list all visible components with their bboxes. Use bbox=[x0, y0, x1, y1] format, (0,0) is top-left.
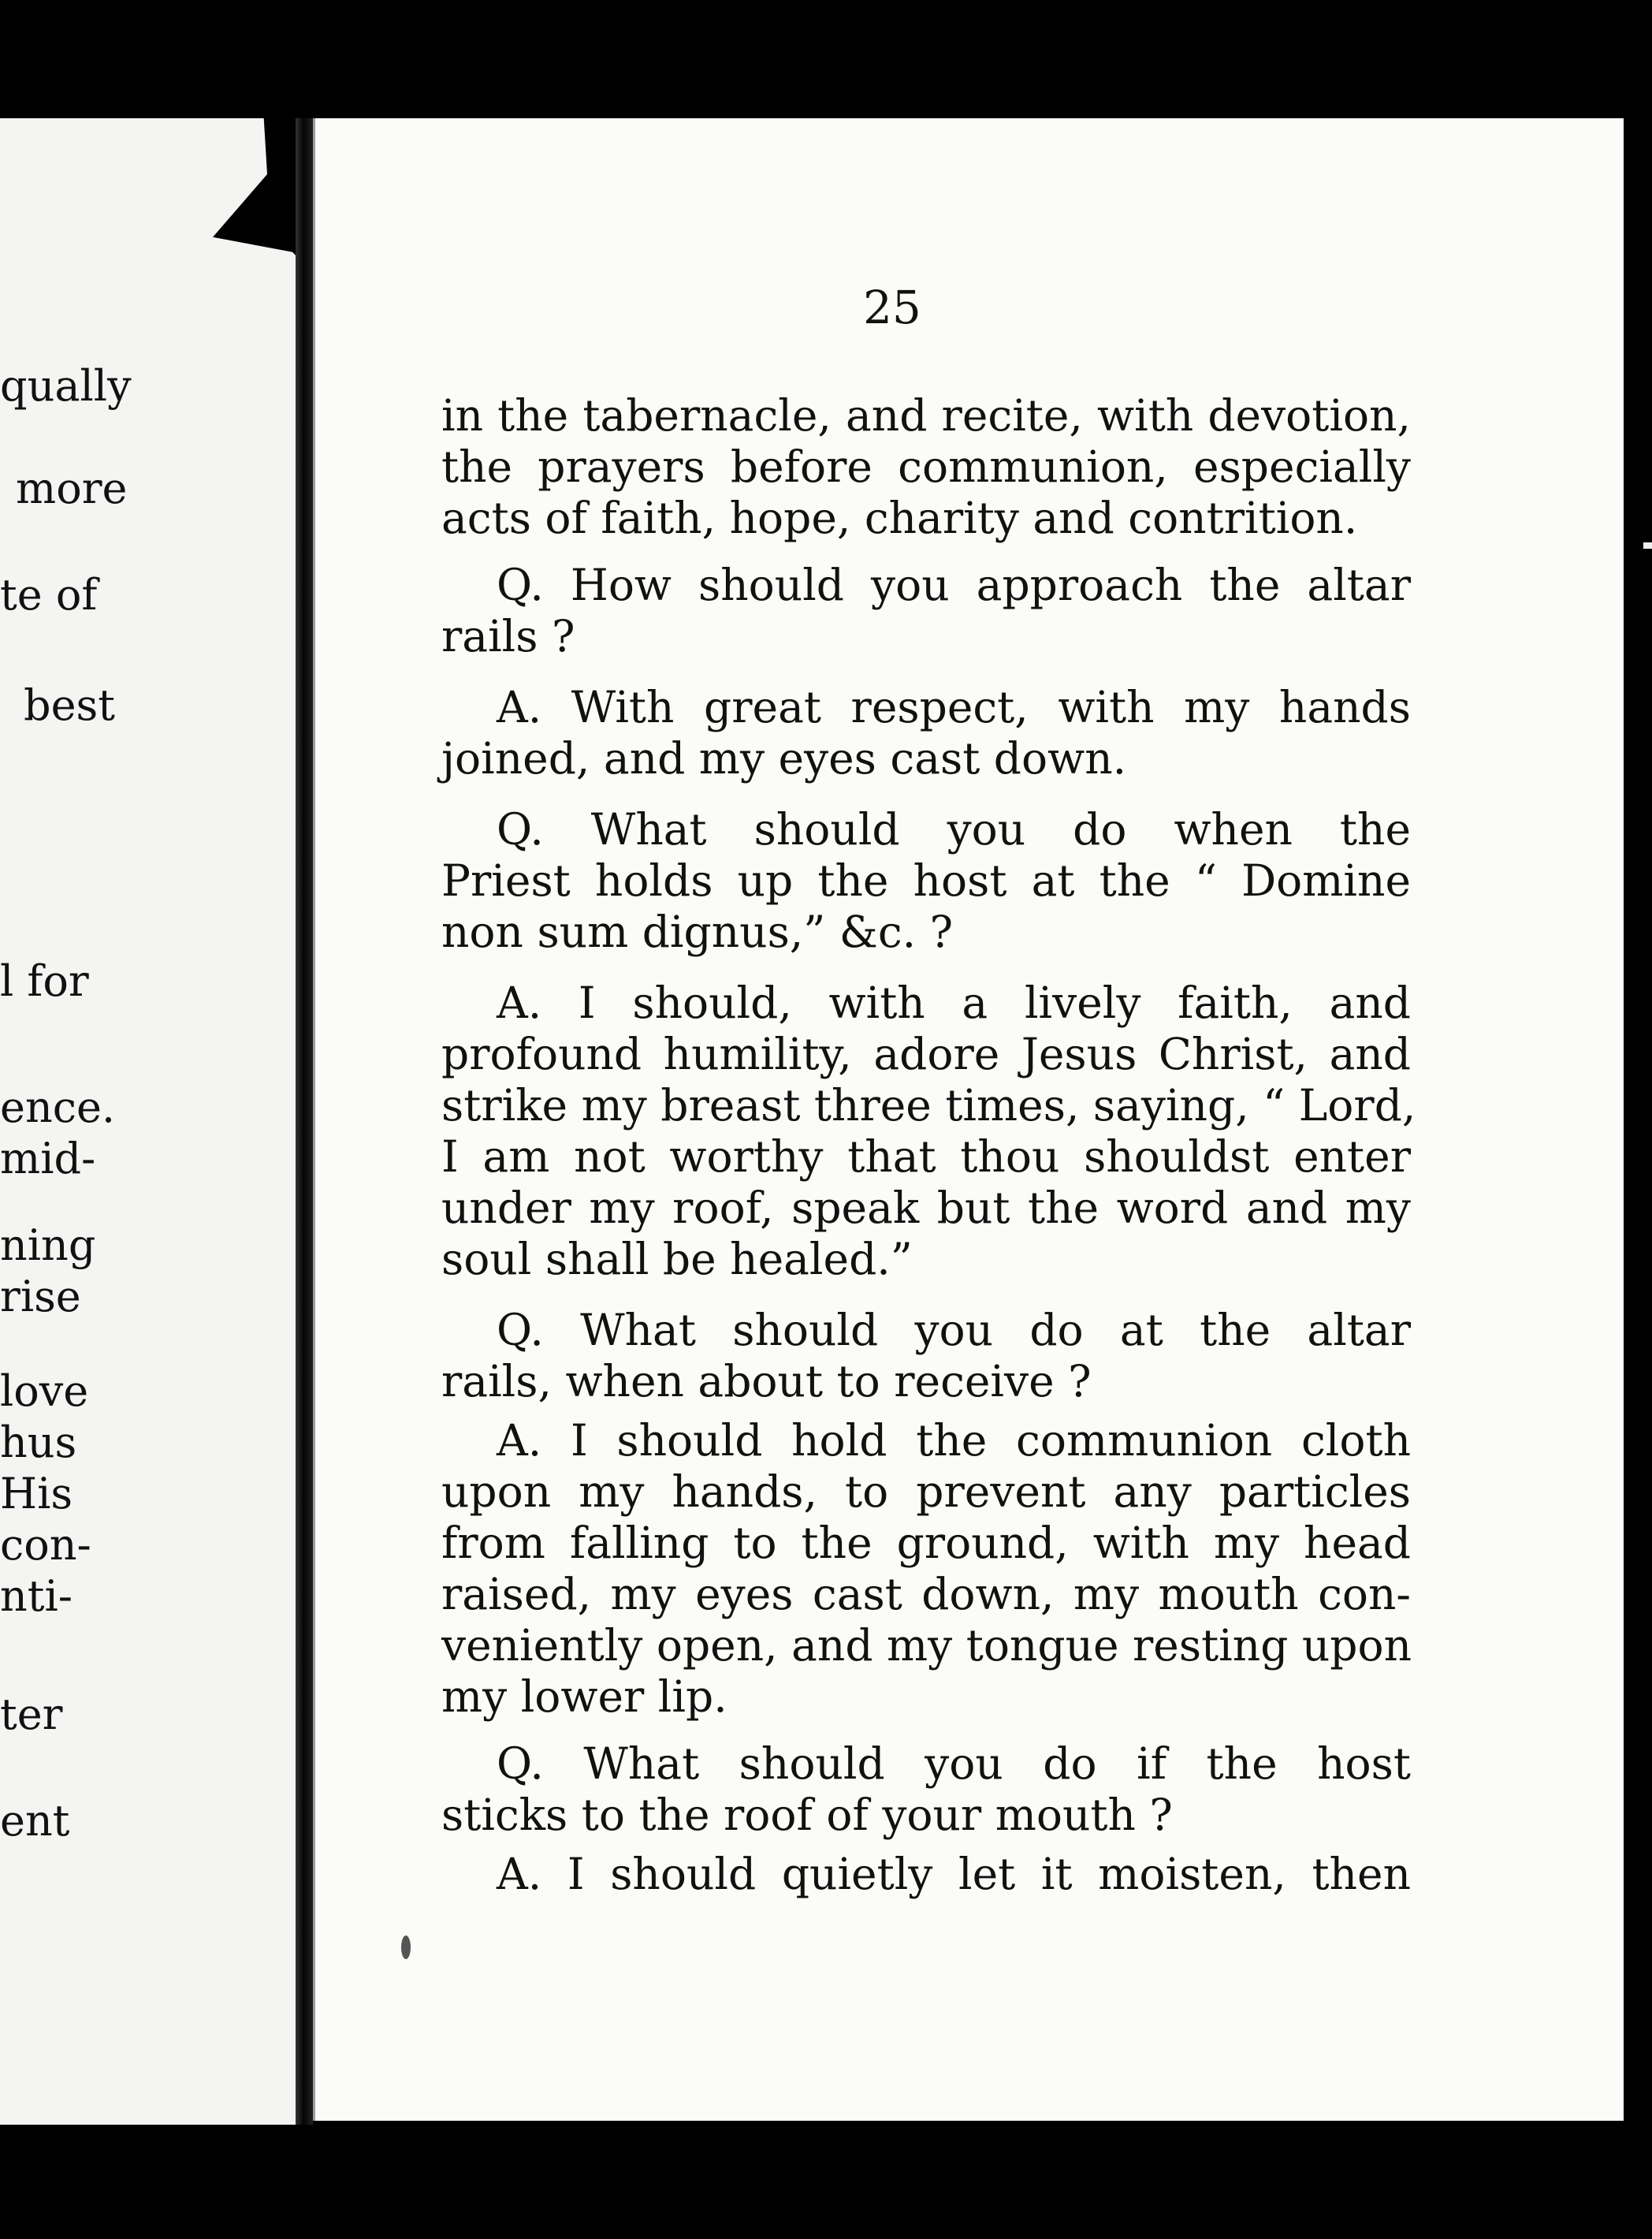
text-line: in the tabernacle, and recite, with devotion, bbox=[441, 390, 1411, 441]
book-gutter bbox=[296, 118, 313, 2125]
facing-page-fragment: ence. bbox=[0, 1082, 116, 1132]
question-line: Q. How should you approach the altar bbox=[497, 560, 1411, 610]
answer-line: soul shall be healed.” bbox=[441, 1234, 913, 1284]
answer-line: my lower lip. bbox=[441, 1671, 727, 1722]
facing-page-fragment: rise bbox=[0, 1272, 81, 1321]
facing-page-fragment: mid- bbox=[0, 1134, 96, 1183]
question-line: sticks to the roof of your mouth ? bbox=[441, 1790, 1173, 1840]
facing-page-fragment: ent bbox=[0, 1796, 70, 1846]
facing-page-fragment: His bbox=[0, 1469, 73, 1518]
question-line: Q. What should you do at the altar bbox=[497, 1305, 1411, 1355]
answer-line: raised, my eyes cast down, my mouth con- bbox=[441, 1569, 1411, 1619]
text-line: the prayers before communion, especially bbox=[441, 441, 1411, 492]
question-line: rails, when about to receive ? bbox=[441, 1356, 1092, 1406]
text-line: acts of faith, hope, charity and contrition. bbox=[441, 493, 1358, 543]
question-line: Priest holds up the host at the “ Domine bbox=[441, 855, 1411, 906]
facing-page-fragment: nti- bbox=[0, 1571, 73, 1621]
facing-page-fragment: te of bbox=[0, 570, 98, 620]
question-line: Q. What should you do when the bbox=[497, 804, 1411, 855]
question-line: Q. What should you do if the host bbox=[497, 1738, 1411, 1789]
facing-page-fragment: ter bbox=[0, 1689, 63, 1739]
answer-line: A. I should quietly let it moisten, then bbox=[497, 1849, 1411, 1899]
answer-line: A. I should hold the communion cloth bbox=[497, 1415, 1411, 1466]
page-number: 25 bbox=[863, 281, 921, 334]
facing-page-fragment: l for bbox=[0, 956, 89, 1006]
facing-page-fragment: con- bbox=[0, 1520, 91, 1570]
facing-page-fragment: best bbox=[24, 680, 115, 730]
facing-page-fragment: love bbox=[0, 1366, 89, 1416]
answer-line: strike my breast three times, saying, “ Lord, bbox=[441, 1080, 1416, 1131]
answer-line: A. I should, with a lively faith, and bbox=[497, 978, 1411, 1028]
ink-smudge bbox=[401, 1935, 411, 1959]
answer-line: profound humility, adore Jesus Christ, and bbox=[441, 1029, 1411, 1079]
facing-page bbox=[0, 118, 300, 2125]
answer-line: I am not worthy that thou shouldst enter bbox=[441, 1131, 1411, 1182]
facing-page-fragment: qually bbox=[0, 361, 132, 411]
page-edge-mark bbox=[1643, 542, 1652, 549]
answer-line: upon my hands, to prevent any particles bbox=[441, 1466, 1411, 1517]
answer-line: A. With great respect, with my hands bbox=[497, 682, 1411, 732]
answer-line: from falling to the ground, with my head bbox=[441, 1518, 1411, 1568]
question-line: rails ? bbox=[441, 611, 575, 661]
facing-page-fragment: more bbox=[16, 464, 128, 513]
answer-line: veniently open, and my tongue resting upon bbox=[441, 1620, 1412, 1671]
facing-page-fragment: ning bbox=[0, 1220, 96, 1270]
answer-line: joined, and my eyes cast down. bbox=[441, 733, 1127, 784]
answer-line: under my roof, speak but the word and my bbox=[441, 1183, 1411, 1233]
facing-page-fragment: hus bbox=[0, 1418, 77, 1467]
question-line: non sum dignus,” &c. ? bbox=[441, 907, 954, 957]
